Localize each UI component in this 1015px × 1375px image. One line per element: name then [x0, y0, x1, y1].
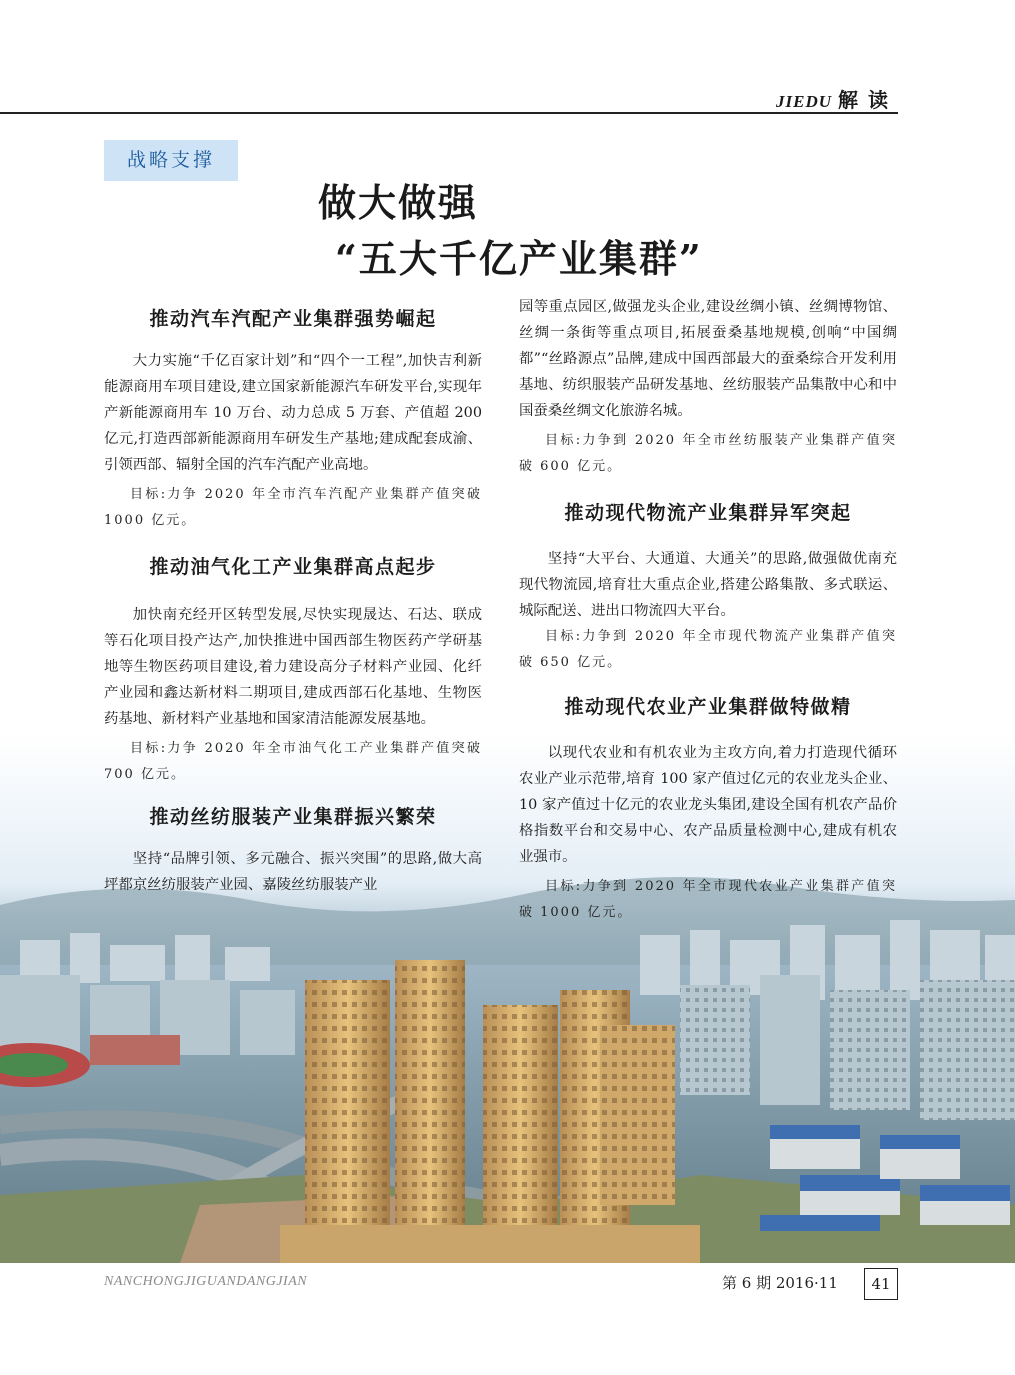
heading-oil-gas-chemical: 推动油气化工产业集群高点起步 — [149, 556, 437, 578]
heading-logistics: 推动现代物流产业集群异军突起 — [564, 502, 852, 524]
left-column — [104, 304, 482, 898]
goal-silk-textile: 目标:力争到 2020 年全市丝纺服装产业集群产值突破 600 亿元。 — [519, 433, 897, 474]
paragraph-oil-gas-chemical: 加快南充经开区转型发展,尽快实现晟达、石达、联成等石化项目投产达产,加快推进中国西部生物医药产学研基地等生物医药项目建设,着力建设高分子材料产业园、化纤产业园和鑫达新材料二期项目,建成西部石化基地、生物医药基地、新材料产业基地和国家清洁能源发展基地。 — [104, 607, 482, 727]
magazine-name: NANCHONGJIGUANDANGJIAN — [104, 1274, 308, 1289]
goal-auto-industry: 目标:力争 2020 年全市汽车汽配产业集群产值突破 1000 亿元。 — [104, 487, 482, 528]
heading-silk-textile: 推动丝纺服装产业集群振兴繁荣 — [149, 806, 437, 828]
paragraph-silk-textile-start: 坚持“品牌引领、多元融合、振兴突围”的思路,做大高坪都京丝纺服装产业园、嘉陵丝纺服装产业 — [104, 851, 482, 893]
paragraph-silk-textile-cont: 园等重点园区,做强龙头企业,建设丝绸小镇、丝绸博物馆、丝绸一条街等重点项目,拓展蚕桑基地规模,创响“中国绸都”“丝路源点”品牌,建成中国西部最大的蚕桑综合开发利用基地、纺织服装产品研发基地、丝纺服装产品集散中心和中国蚕桑丝绸文化旅游名城。 — [519, 299, 897, 419]
heading-agriculture: 推动现代农业产业集群做特做精 — [564, 696, 852, 718]
page-header — [0, 82, 898, 114]
paragraph-logistics: 坚持“大平台、大通道、大通关”的思路,做强做优南充现代物流园,培育壮大重点企业,搭建公路集散、多式联运、城际配送、进出口物流四大平台。 — [519, 551, 897, 619]
section-label — [776, 84, 898, 113]
right-column — [519, 294, 897, 926]
section-label-en: JIEDU — [775, 92, 832, 111]
article-title-line2: “五大千亿产业集群” — [335, 236, 703, 281]
goal-agriculture: 目标:力争到 2020 年全市现代农业产业集群产值突破 1000 亿元。 — [519, 879, 897, 920]
issue-info: 第 6 期 2016·11 — [722, 1274, 838, 1292]
paragraph-auto-industry: 大力实施“千亿百家计划”和“四个一工程”,加快吉利新能源商用车项目建设,建立国家新能源汽车研发平台,实现年产新能源商用车 10 万台、动力总成 5 万套、产值超 200 亿元,打造西部新能源商用车研发生产基地;建成配套成渝、引领西部、辐射全国的汽车汽配产业高地。 — [104, 353, 482, 473]
paragraph-agriculture: 以现代农业和有机农业为主攻方向,着力打造现代循环农业产业示范带,培育 100 家产值过亿元的农业龙头企业、10 家产值过十亿元的农业龙头集团,建设全国有机农产品价格指数平台和交易中心、农产品质量检测中心,建成有机农业强市。 — [519, 745, 897, 865]
goal-logistics: 目标:力争到 2020 年全市现代物流产业集群产值突破 650 亿元。 — [519, 629, 897, 670]
heading-auto-industry: 推动汽车汽配产业集群强势崛起 — [149, 308, 437, 330]
section-tag: 战略支撑 — [104, 140, 238, 181]
section-label-cn: 解读 — [838, 88, 898, 112]
page-number: 41 — [864, 1268, 898, 1300]
goal-oil-gas-chemical: 目标:力争 2020 年全市油气化工产业集群产值突破 700 亿元。 — [104, 741, 482, 782]
article-title-line1: 做大做强 — [318, 180, 479, 225]
